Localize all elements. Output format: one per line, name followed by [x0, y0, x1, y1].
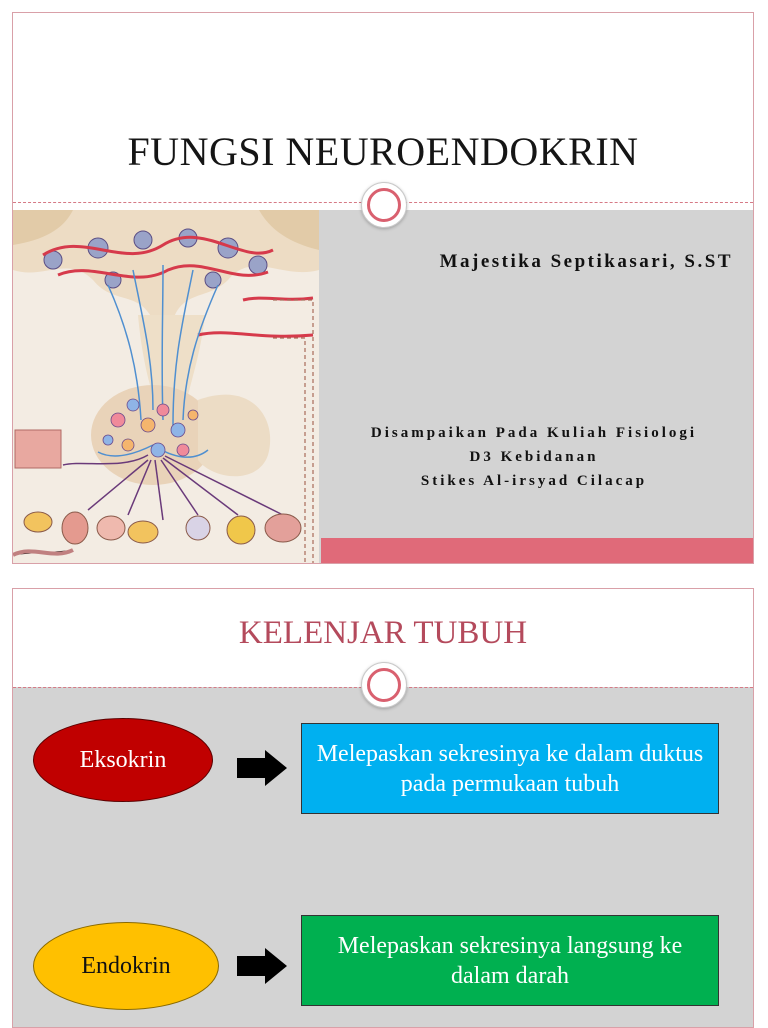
info-line: Stikes Al-irsyad Cilacap — [420, 473, 648, 489]
right-arrow-icon — [235, 748, 289, 788]
endocrine-oval: Endokrin — [33, 922, 219, 1010]
slide-title: KELENJAR TUBUH — [238, 615, 528, 651]
endocrine-description: Melepaskan sekresinya langsung ke dalam darah — [301, 915, 719, 1006]
glands-slide — [12, 588, 754, 1028]
title-slide — [12, 12, 754, 564]
circle-ornament-icon — [361, 182, 407, 228]
author-name: Majestika Septikasari, S.ST — [439, 251, 733, 272]
exocrine-description: Melepaskan sekresinya ke dalam duktus pada permukaan tubuh — [301, 723, 719, 814]
title-band — [13, 13, 753, 210]
accent-bar — [321, 538, 754, 564]
exocrine-oval: Eksokrin — [33, 718, 213, 802]
info-line: D3 Kebidanan — [469, 449, 599, 465]
hypothalamus-pituitary-diagram-icon — [13, 210, 319, 564]
slide-title: FUNGSI NEUROENDOKRIN — [127, 129, 639, 174]
info-line: Disampaikan Pada Kuliah Fisiologi — [370, 425, 698, 441]
right-arrow-icon — [235, 946, 289, 986]
circle-ornament-icon — [361, 662, 407, 708]
lecture-info — [325, 421, 743, 493]
